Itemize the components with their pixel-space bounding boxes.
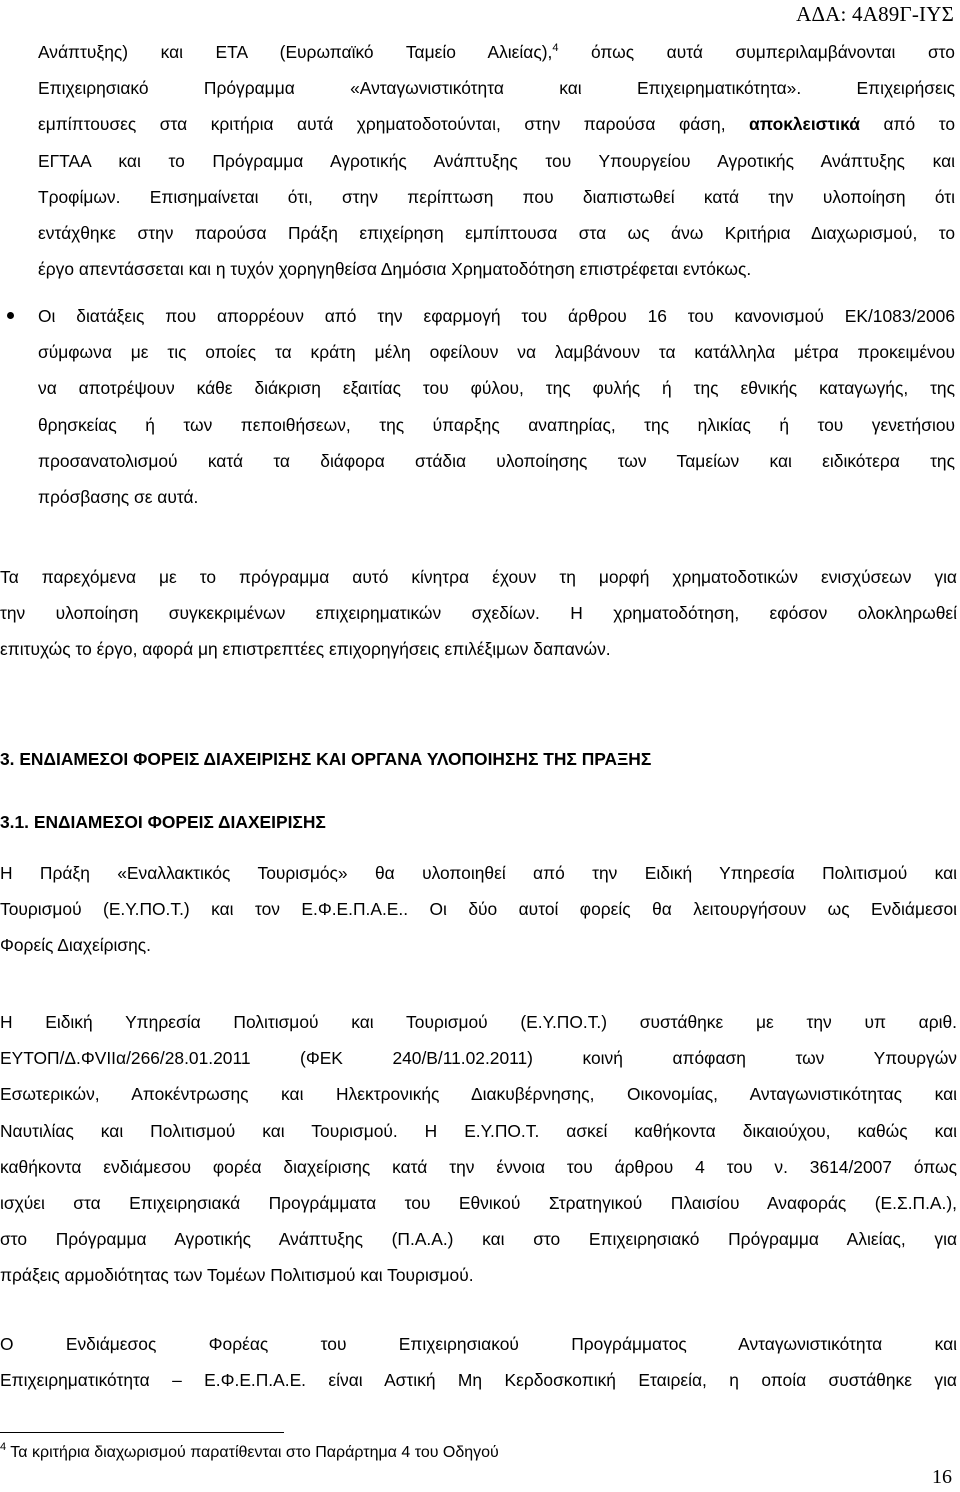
text-line: Φορείς Διαχείρισης.	[0, 935, 151, 956]
text-line: πράξεις αρμοδιότητας των Τομέων Πολιτισμού και Τουρισμού.	[0, 1265, 474, 1286]
section-heading-3-1: 3.1. ΕΝΔΙΑΜΕΣΟΙ ΦΟΡΕΙΣ ΔΙΑΧΕΙΡΙΣΗΣ	[0, 812, 326, 832]
text-line: Επιχειρηματικότητα – Ε.Φ.Ε.Π.Α.Ε. είναι Αστική Μη Κερδοσκοπική Εταιρεία, η οποία συστάθηκε για	[0, 1370, 957, 1391]
paragraph-efepae	[0, 1326, 957, 1398]
footnote-number: 4	[0, 1441, 7, 1453]
footnote-ref: 4	[552, 42, 559, 54]
paragraph-eypot	[0, 1004, 957, 1294]
footnote: $^4$ Τα κριτήρια διαχωρισμού παρατίθενται στο Παράρτημα 4 του Οδηγού	[0, 1441, 499, 1461]
text-line: ισχύει στα Επιχειρησιακά Προγράμματα του Εθνικού Στρατηγικού Πλαισίου Αναφοράς (Ε.Σ.Π.Α.),	[0, 1193, 957, 1214]
text-line: Τροφίμων. Επισημαίνεται ότι, στην περίπτωση που διαπιστωθεί κατά την υλοποίηση ότι	[38, 186, 955, 207]
text-line: προσανατολισμού κατά τα διάφορα στάδια υλοποίησης των Ταμείων και ειδικότερα της	[38, 450, 955, 471]
section-heading-3: 3. ΕΝΔΙΑΜΕΣΟΙ ΦΟΡΕΙΣ ΔΙΑΧΕΙΡΙΣΗΣ ΚΑΙ ΟΡΓΑΝΑ ΥΛΟΠΟΙΗΣΗΣ ΤΗΣ ΠΡΑΞΗΣ	[0, 749, 652, 769]
bold-word: αποκλειστικά	[749, 114, 860, 135]
text-line: ΕΥΤΟΠ/Δ.ΦVIIα/266/28.01.2011 (ΦΕΚ 240/Β/11.02.2011) κοινή απόφαση των Υπουργών	[0, 1048, 957, 1069]
text-line: Ο Ενδιάμεσος Φορέας του Επιχειρησιακού Προγράμματος Ανταγωνιστικότητα και	[0, 1334, 957, 1354]
text-line: Η Πράξη «Εναλλακτικός Τουρισμός» θα υλοποιηθεί από την Ειδική Υπηρεσία Πολιτισμού και	[0, 863, 957, 883]
text-line: να αποτρέψουν κάθε διάκριση εξαιτίας του φύλου, της φυλής ή της εθνικής καταγωγής, της	[38, 378, 955, 399]
text-line: Ναυτιλίας και Πολιτισμού και Τουρισμού. Η Ε.Υ.ΠΟ.Τ. ασκεί καθήκοντα δικαιούχου, καθώς και	[0, 1120, 957, 1141]
paragraph-criteria	[38, 34, 955, 287]
paragraph-incentives	[0, 559, 957, 668]
footnote-separator	[0, 1432, 284, 1433]
text-line: την υλοποίηση συγκεκριμένων επιχειρηματικών σχεδίων. Η χρηματοδότηση, εφόσον ολοκληρωθεί	[0, 603, 957, 624]
paragraph-non-discrimination	[38, 298, 955, 515]
page-number: 16	[932, 1466, 952, 1488]
text-line: Ανάπτυξης) και ΕΤΑ (Ευρωπαϊκό Ταμείο Αλιείας),$^4$ όπως αυτά συμπεριλαμβάνονται στο	[38, 42, 955, 62]
text-line: Τουρισμού (Ε.Υ.ΠΟ.Τ.) και τον Ε.Φ.Ε.Π.Α.Ε.. Οι δύο αυτοί φορείς θα λειτουργήσουν ως Ενδιάμεσοι	[0, 899, 957, 920]
text-line: καθήκοντα ενδιάμεσου φορέα διαχείρισης κατά την έννοια του άρθρου 4 του ν. 3614/2007 όπως	[0, 1156, 957, 1177]
text-line: Επιχειρησιακό Πρόγραμμα «Ανταγωνιστικότητα και Επιχειρηματικότητα». Επιχειρήσεις	[38, 78, 955, 99]
text-line: σύμφωνα με τις οποίες τα κράτη μέλη οφείλουν να λαμβάνουν τα κατάλληλα μέτρα προκειμένου	[38, 342, 955, 363]
text-line: στο Πρόγραμμα Αγροτικής Ανάπτυξης (Π.Α.Α.) και στο Επιχειρησιακό Πρόγραμμα Αλιείας, για	[0, 1229, 957, 1250]
bullet-marker	[7, 312, 14, 319]
text-line: εμπίπτουσες στα κριτήρια αυτά χρηματοδοτούνται, στην παρούσα φάση, αποκλειστικά από το	[38, 114, 955, 135]
text-line: έργο απεντάσσεται και η τυχόν χορηγηθείσα Δημόσια Χρηματοδότηση επιστρέφεται εντόκως.	[38, 259, 752, 280]
text-line: επιτυχώς το έργο, αφορά μη επιστρεπτέες επιχορηγήσεις επιλέξιμων δαπανών.	[0, 639, 611, 660]
paragraph-implementation	[0, 855, 957, 964]
text-line: Τα παρεχόμενα με το πρόγραμμα αυτό κίνητρα έχουν τη μορφή χρηματοδοτικών ενισχύσεων για	[0, 567, 957, 587]
text-line: Η Ειδική Υπηρεσία Πολιτισμού και Τουρισμού (Ε.Υ.ΠΟ.Τ.) συστάθηκε με την υπ αριθ.	[0, 1012, 957, 1032]
text-line: Οι διατάξεις που απορρέουν από την εφαρμογή του άρθρου 16 του κανονισμού ΕΚ/1083/2006	[38, 306, 955, 326]
text-line: Εσωτερικών, Αποκέντρωσης και Ηλεκτρονικής Διακυβέρνησης, Οικονομίας, Ανταγωνιστικότητας και	[0, 1084, 957, 1105]
ada-header: ΑΔΑ: 4Α89Γ-ΙΥΣ	[796, 2, 954, 26]
text-line: εντάχθηκε στην παρούσα Πράξη επιχείρηση εμπίπτουσα στα ως άνω Κριτήρια Διαχωρισμού, το	[38, 223, 955, 244]
text-line: πρόσβασης σε αυτά.	[38, 487, 199, 508]
text-line: θρησκείας ή των πεποιθήσεων, της ύπαρξης αναπηρίας, της ηλικίας ή του γενετήσιου	[38, 414, 955, 435]
text-line: ΕΓΤΑΑ και το Πρόγραμμα Αγροτικής Ανάπτυξης του Υπουργείου Αγροτικής Ανάπτυξης και	[38, 150, 955, 171]
